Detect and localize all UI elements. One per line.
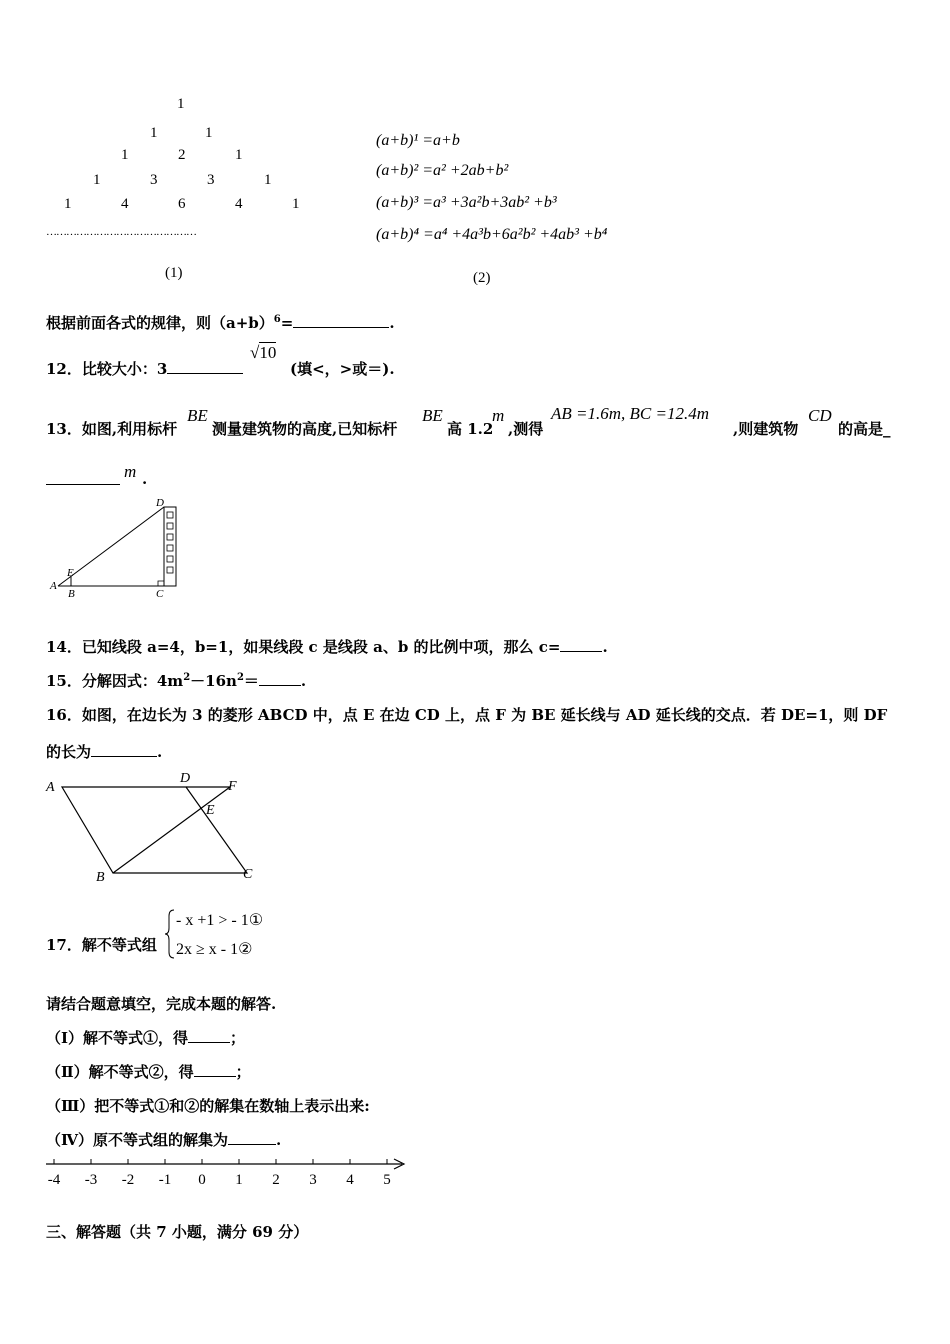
q13-math: AB =1.6m, BC =12.4m: [551, 404, 709, 423]
question-14: [46, 636, 608, 657]
sight-line: [58, 507, 164, 586]
label-b: B: [96, 870, 105, 885]
q17-label: 17．解不等式组: [46, 936, 157, 954]
pascal-cell: 1: [150, 125, 158, 141]
pascal-cell: 4: [235, 196, 243, 212]
step-end: ；: [230, 1029, 246, 1047]
radicand: 10: [259, 343, 277, 362]
number-line: [40, 1152, 414, 1192]
pascal-cell: 1: [235, 147, 243, 163]
q13-figure: [46, 496, 186, 604]
q16-end: .: [157, 743, 163, 761]
building-cd: [164, 507, 176, 586]
system-brace: [164, 908, 176, 960]
q12-suffix: (填<，>或＝).: [290, 360, 395, 378]
q13-text-5: ,则建筑物: [733, 420, 799, 438]
axis-tick-label: -2: [121, 1172, 135, 1188]
pascal-cell: 3: [150, 172, 158, 188]
q15-part-1: 15．分解因式：4m: [46, 672, 184, 690]
section-3-title: 三、解答题（共 7 小题，满分 69 分）: [46, 1223, 309, 1241]
pascal-cell: 1: [93, 172, 101, 188]
step-label: （Ⅰ）解不等式①，得: [46, 1029, 189, 1047]
right-angle-mark: [158, 581, 164, 586]
question-15: [46, 670, 306, 691]
step-1-answer-blank[interactable]: [188, 1028, 230, 1043]
label-e: E: [206, 803, 215, 818]
building-windows: [167, 512, 173, 573]
pascal-cell: 6: [178, 196, 186, 212]
step-label: （Ⅳ）原不等式组的解集为: [46, 1131, 229, 1149]
q15-part-3: ＝: [243, 672, 259, 690]
step-label: （Ⅲ）把不等式①和②的解集在数轴上表示出来:: [46, 1097, 370, 1115]
label-a: A: [46, 780, 55, 795]
q14-end: .: [602, 638, 608, 656]
inequality-1: - x +1 > - 1①: [176, 912, 264, 929]
q16-text-2: 的长为: [46, 743, 92, 761]
q17-step-1: [46, 1027, 245, 1048]
q13-answer-blank[interactable]: [46, 470, 120, 485]
pascal-cell: 1: [177, 96, 185, 112]
q17-step-2: [46, 1061, 251, 1082]
label-d: D: [180, 771, 191, 786]
q15-end: .: [300, 672, 307, 690]
q17-step-4: [46, 1129, 281, 1150]
label-c: C: [156, 588, 164, 600]
q11-text: 根据前面各式的规律，则（a+b）: [46, 314, 274, 332]
binomial-line: (a+b)³ =a³ +3a²b+3ab² +b³: [376, 194, 557, 211]
label-e: E: [67, 567, 74, 579]
label-b: B: [68, 588, 75, 600]
q11-equals: =: [280, 314, 294, 332]
axis-tick-label: 4: [346, 1172, 354, 1188]
axis-tick-label: -3: [84, 1172, 98, 1188]
label-a: A: [50, 580, 57, 592]
axis-tick-label: 0: [198, 1172, 206, 1188]
q12-answer-blank[interactable]: [167, 359, 243, 374]
pascal-cell: 3: [207, 172, 215, 188]
pascal-cell: 1: [264, 172, 272, 188]
q15-part-2: －16n: [190, 672, 237, 690]
pascal-cell: 1: [121, 147, 129, 163]
binomial-line: (a+b)¹ =a+b: [376, 132, 460, 149]
step-4-answer-blank[interactable]: [228, 1130, 276, 1145]
q14-text: 14．已知线段 a=4，b=1，如果线段 c 是线段 a、b 的比例中项，那么 c=: [46, 638, 561, 656]
axis-tick-label: 2: [272, 1172, 280, 1188]
binomial-line: (a+b)² =a² +2ab+b²: [376, 162, 509, 179]
q13-be-2: BE: [422, 406, 443, 425]
pascal-cell: 1: [205, 125, 213, 141]
pascal-cell: 4: [121, 196, 129, 212]
rhombus-abcd: [62, 787, 247, 873]
question-11: [46, 312, 395, 333]
step-label: （Ⅱ）解不等式②，得: [46, 1063, 194, 1081]
q13-cd: CD: [808, 406, 832, 425]
binomial-line: (a+b)⁴ =a⁴ +4a³b+6a²b² +4ab³ +b⁴: [376, 226, 608, 243]
q16-answer-blank[interactable]: [91, 742, 157, 757]
q17-step-3: [46, 1095, 370, 1116]
q16-line-1: 16．如图，在边长为 3 的菱形 ABCD 中，点 E 在边 CD 上，点 F 为 BE 延长线与 AD 延长线的交点．若 DE=1，则 DF: [46, 706, 888, 724]
label-c: C: [243, 867, 253, 882]
q13-m-2: m: [124, 462, 137, 481]
step-end: .: [276, 1131, 282, 1149]
q13-text-4: ,测得: [508, 420, 544, 438]
step-end: ；: [235, 1063, 251, 1081]
q12-prefix: 12．比较大小：3: [46, 360, 168, 378]
q16-figure: [40, 766, 270, 886]
axis-tick-label: -1: [158, 1172, 172, 1188]
pascal-dots: ………………………………………: [46, 226, 196, 238]
q13-end: .: [142, 470, 148, 488]
q13-text-2: 测量建筑物的高度,已知标杆: [212, 420, 398, 438]
inequality-2: 2x ≥ x - 1②: [176, 941, 253, 958]
q13-text-3: 高 1.2: [447, 420, 494, 438]
q15-answer-blank[interactable]: [259, 671, 301, 686]
q14-answer-blank[interactable]: [560, 637, 602, 652]
q11-answer-blank[interactable]: [293, 313, 389, 328]
q15-exp-1: 2: [183, 672, 191, 683]
axis-tick-label: 1: [235, 1172, 243, 1188]
pascal-cell: 1: [292, 196, 300, 212]
q16-line-2: [46, 741, 162, 762]
axis-tick-label: 3: [309, 1172, 317, 1188]
radical-sign: √: [250, 343, 260, 362]
pascal-cell: 2: [178, 147, 186, 163]
q13-text-6: 的高是_: [838, 420, 891, 438]
question-12: [46, 358, 243, 379]
label-f: F: [228, 779, 237, 794]
binomial-caption: (2): [473, 270, 491, 286]
q11-exponent: 6: [273, 314, 281, 325]
q12-sqrt: [250, 343, 276, 363]
q13-be-1: BE: [187, 406, 208, 425]
axis-tick-label: -4: [47, 1172, 61, 1188]
segment-bf: [113, 787, 230, 873]
step-2-answer-blank[interactable]: [194, 1062, 236, 1077]
q13-m-1: m: [492, 406, 505, 425]
label-d: D: [156, 497, 164, 509]
pascal-caption: (1): [165, 265, 183, 281]
q11-end: .: [389, 314, 395, 332]
pascal-cell: 1: [64, 196, 72, 212]
q15-exp-2: 2: [236, 672, 244, 683]
axis-tick-label: 5: [383, 1172, 391, 1188]
q13-text-1: 13．如图,利用标杆: [46, 420, 178, 438]
q17-instruction: 请结合题意填空，完成本题的解答.: [46, 995, 277, 1013]
